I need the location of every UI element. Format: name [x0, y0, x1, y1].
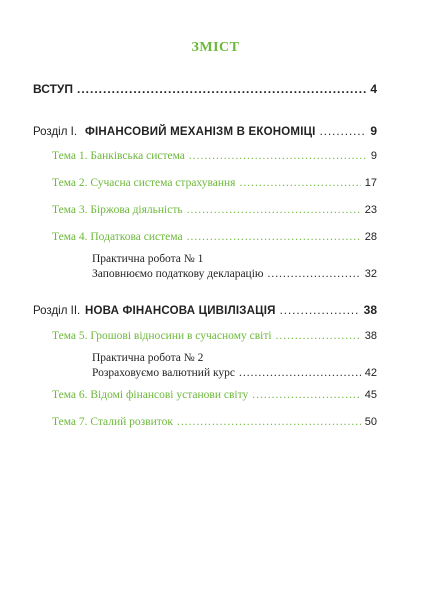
- toc-topic-4[interactable]: [52, 231, 377, 243]
- section-number: Розділ I.: [33, 126, 78, 138]
- toc-practical-2[interactable]: [92, 351, 377, 381]
- dot-leader: [77, 82, 366, 96]
- practical-title: Практична робота № 1: [92, 253, 204, 265]
- toc-topic-5[interactable]: [52, 330, 377, 342]
- practical-subtitle: Розраховуємо валютний курс: [92, 367, 235, 379]
- topic-label: Тема 3. Біржова діяльність: [52, 204, 183, 216]
- toc-topic-1[interactable]: [52, 150, 377, 162]
- section-name: НОВА ФІНАНСОВА ЦИВІЛІЗАЦІЯ: [85, 305, 276, 317]
- dot-leader: [252, 389, 361, 401]
- toc-topic-7[interactable]: [52, 416, 377, 428]
- dot-leader: [189, 150, 367, 162]
- topic-label: Тема 5. Грошові відносини в сучасному світі: [52, 330, 272, 342]
- section-page: 9: [370, 124, 377, 138]
- dot-leader: [177, 416, 361, 428]
- dot-leader: [187, 231, 361, 243]
- practical-page: 32: [364, 268, 377, 280]
- toc-section-2[interactable]: [33, 303, 377, 317]
- dot-leader: [239, 366, 361, 381]
- practical-page: 42: [364, 367, 377, 379]
- topic-label: Тема 1. Банківська система: [52, 150, 185, 162]
- practical-title: Практична робота № 2: [92, 352, 204, 364]
- topic-label: Тема 2. Сучасна система страхування: [52, 177, 236, 189]
- dot-leader: [239, 177, 360, 189]
- topic-page: 38: [364, 330, 377, 342]
- toc-entry-intro[interactable]: [33, 82, 377, 96]
- topic-page: 50: [364, 416, 377, 428]
- topic-label: Тема 4. Податкова система: [52, 231, 183, 243]
- topic-page: 9: [370, 150, 377, 162]
- dot-leader: [280, 305, 360, 317]
- section-number: Розділ II.: [33, 305, 81, 317]
- dot-leader: [267, 267, 360, 282]
- toc-topic-3[interactable]: [52, 204, 377, 216]
- topic-label: Тема 7. Сталий розвиток: [52, 416, 174, 428]
- topic-page: 23: [364, 204, 377, 216]
- toc-topic-6[interactable]: [52, 389, 377, 401]
- toc-intro-label: ВСТУП: [33, 82, 73, 96]
- topic-page: 17: [364, 177, 377, 189]
- section-page: 38: [363, 303, 377, 317]
- toc-practical-1[interactable]: [92, 252, 377, 282]
- dot-leader: [187, 204, 361, 216]
- toc-intro-page: 4: [370, 82, 377, 96]
- toc-topic-2[interactable]: [52, 177, 377, 189]
- topic-page: 45: [364, 389, 377, 401]
- topic-page: 28: [364, 231, 377, 243]
- toc-section-1[interactable]: [33, 124, 377, 138]
- page-title: ЗМІСТ: [191, 40, 240, 55]
- practical-subtitle: Заповнюємо податкову декларацію: [92, 268, 264, 280]
- topic-label: Тема 6. Відомі фінансові установи світу: [52, 389, 249, 401]
- dot-leader: [320, 126, 367, 138]
- section-name: ФІНАНСОВИЙ МЕХАНІЗМ В ЕКОНОМІЦІ: [85, 126, 316, 138]
- dot-leader: [276, 330, 361, 342]
